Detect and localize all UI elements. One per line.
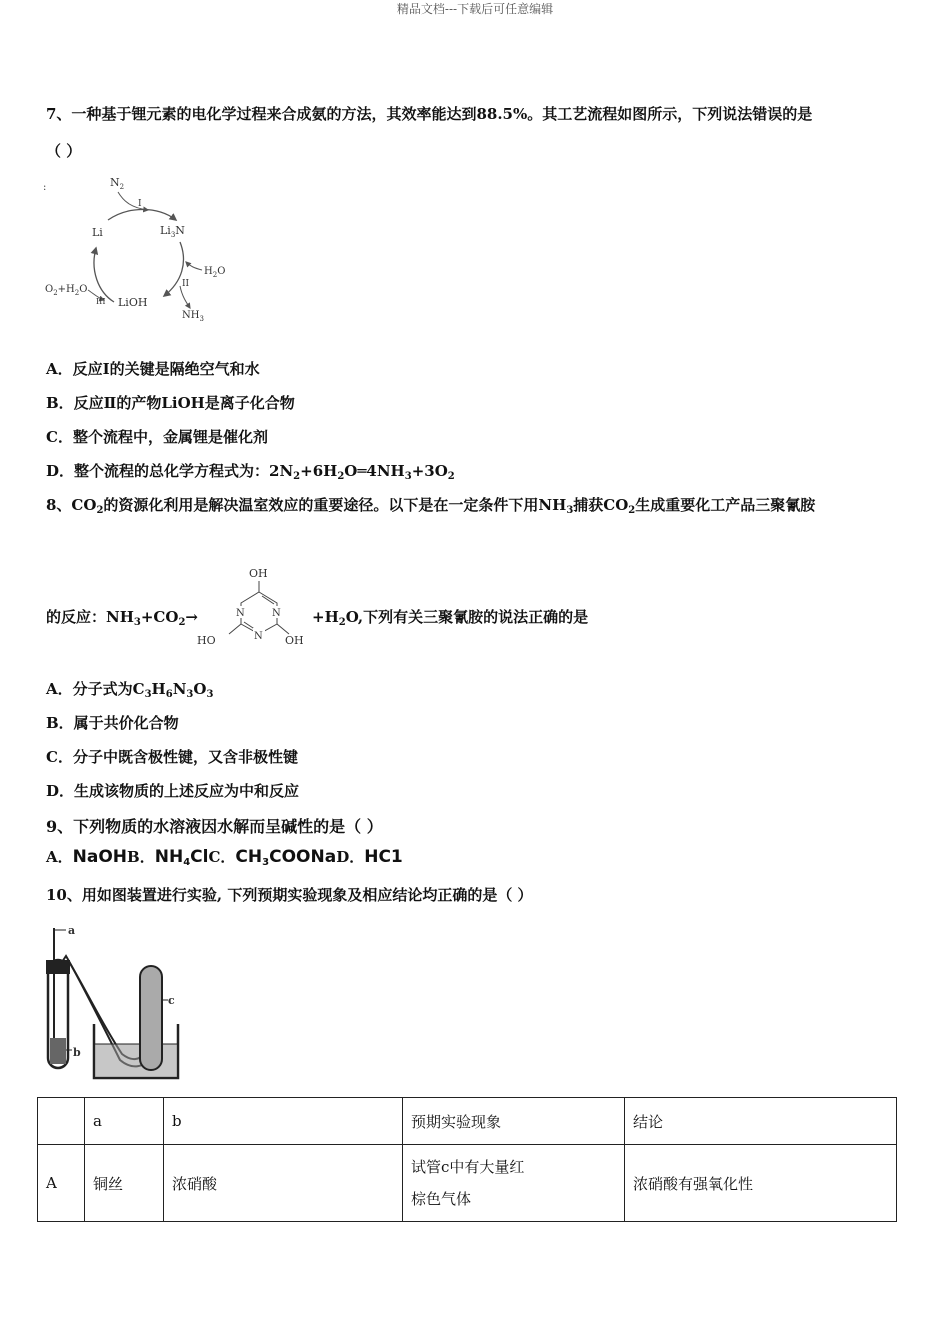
q9-option-a: NaOH [72,847,128,867]
svg-text:Li3N: $Li_3N$ [160,224,185,239]
q10-apparatus [40,920,190,1080]
q8-reaction-right: $+H_2O$,下列有关三聚氰胺的说法正确的是 [312,608,589,628]
header-cell: a [85,1098,164,1145]
q9-option-d: HC1 [364,847,403,867]
q8-option-a[interactable]: A．分子式为$C_3H_6N_3O_3$ [46,680,214,700]
label-b: b [73,1046,81,1059]
q7-fig-mark: : [43,182,47,193]
svg-text:O2+H2O: $O_2+H_2O$ [45,284,88,297]
ring-n-left: N [236,608,245,619]
header-cell: 结论 [625,1098,897,1145]
cycle-arc-top [108,210,176,221]
row-conclusion: 浓硝酸有强氧化性 [625,1145,897,1222]
row-b: 浓硝酸 [164,1145,403,1222]
header-cell: 预期实验现象 [403,1098,625,1145]
q9-options[interactable]: A．NaOHB．$NH_4ClC$．$CH_3COONaD$．HC1 [46,847,403,868]
oh-right-label: OH [285,634,304,647]
step2-label: II [182,279,190,289]
n2-label: N [110,176,120,189]
q8-option-b[interactable]: B．属于共价化合物 [46,714,179,732]
ho-left-label: HO [197,634,216,647]
q9-option-c: $CH_3COONa$ [235,847,337,868]
q7-option-a[interactable]: A．反应Ⅰ的关键是隔绝空气和水 [46,360,260,378]
row-phenomenon: 试管c中有大量红 棕色气体 [403,1145,625,1222]
ring-n-bottom: N [254,631,263,642]
cyanuric-acid-structure [195,562,315,652]
q7-stem: 7、一种基于锂元素的电化学过程来合成氨的方法，其效率能达到88.5%。其工艺流程如图所示，下列说法错误的是 [46,105,813,123]
q10-stem: 10、用如图装置进行实验, 下列预期实验现象及相应结论均正确的是（ ） [46,886,533,904]
n2-arrow [118,192,148,210]
step3-label: III [96,297,106,306]
q8-option-c[interactable]: C．分子中既含极性键，又含非极性键 [46,748,298,766]
cycle-arc-left [94,248,114,302]
row-key: A [38,1145,85,1222]
svg-text:N2: $N_2$ [110,176,125,191]
table-row [38,1145,897,1222]
header-cell [38,1098,85,1145]
q7-option-d[interactable]: D．整个流程的总化学方程式为：$2N_2+6H_2O═4NH_3+3O_2$ [46,462,455,482]
ring-n-right: N [272,608,281,619]
svg-text:H2O: $H_2O$ [204,266,226,279]
q9-stem: 9、下列物质的水溶液因水解而呈碱性的是（ ） [46,817,383,836]
lioh-label: LiOH [118,296,148,309]
row-a: 铜丝 [85,1145,164,1222]
q10-table [37,1097,897,1222]
table-header-row [38,1098,897,1145]
q7-paren: （ ） [46,142,82,160]
q8-reaction-left: 的反应：$NH_3+CO_2\to$ [46,608,198,628]
q8-option-d[interactable]: D．生成该物质的上述反应为中和反应 [46,782,300,800]
q7-flow-diagram [40,170,240,330]
label-c: c [168,994,175,1007]
label-a: a [68,924,76,937]
li-label: Li [92,226,103,239]
h2o-arrow [186,262,202,270]
q7-option-c[interactable]: C．整个流程中，金属锂是催化剂 [46,428,268,446]
page-header: 精品文档---下载后可任意编辑 [396,2,554,16]
q8-stem: 8、$CO_2$的资源化利用是解决温室效应的重要途径。以下是在一定条件下用$NH_3$捕获$CO_2$生成重要化工产品三聚氰胺 [46,496,816,516]
q7-option-b[interactable]: B．反应Ⅱ的产物LiOH是离子化合物 [46,394,295,412]
nh3-arrow [180,286,190,308]
step1-label: I [138,199,142,209]
header-cell: b [164,1098,403,1145]
svg-text:NH3: $NH_3$ [182,310,204,323]
q9-option-b: $NH_4Cl$ [154,847,209,868]
oh-top-label: OH [249,567,268,580]
